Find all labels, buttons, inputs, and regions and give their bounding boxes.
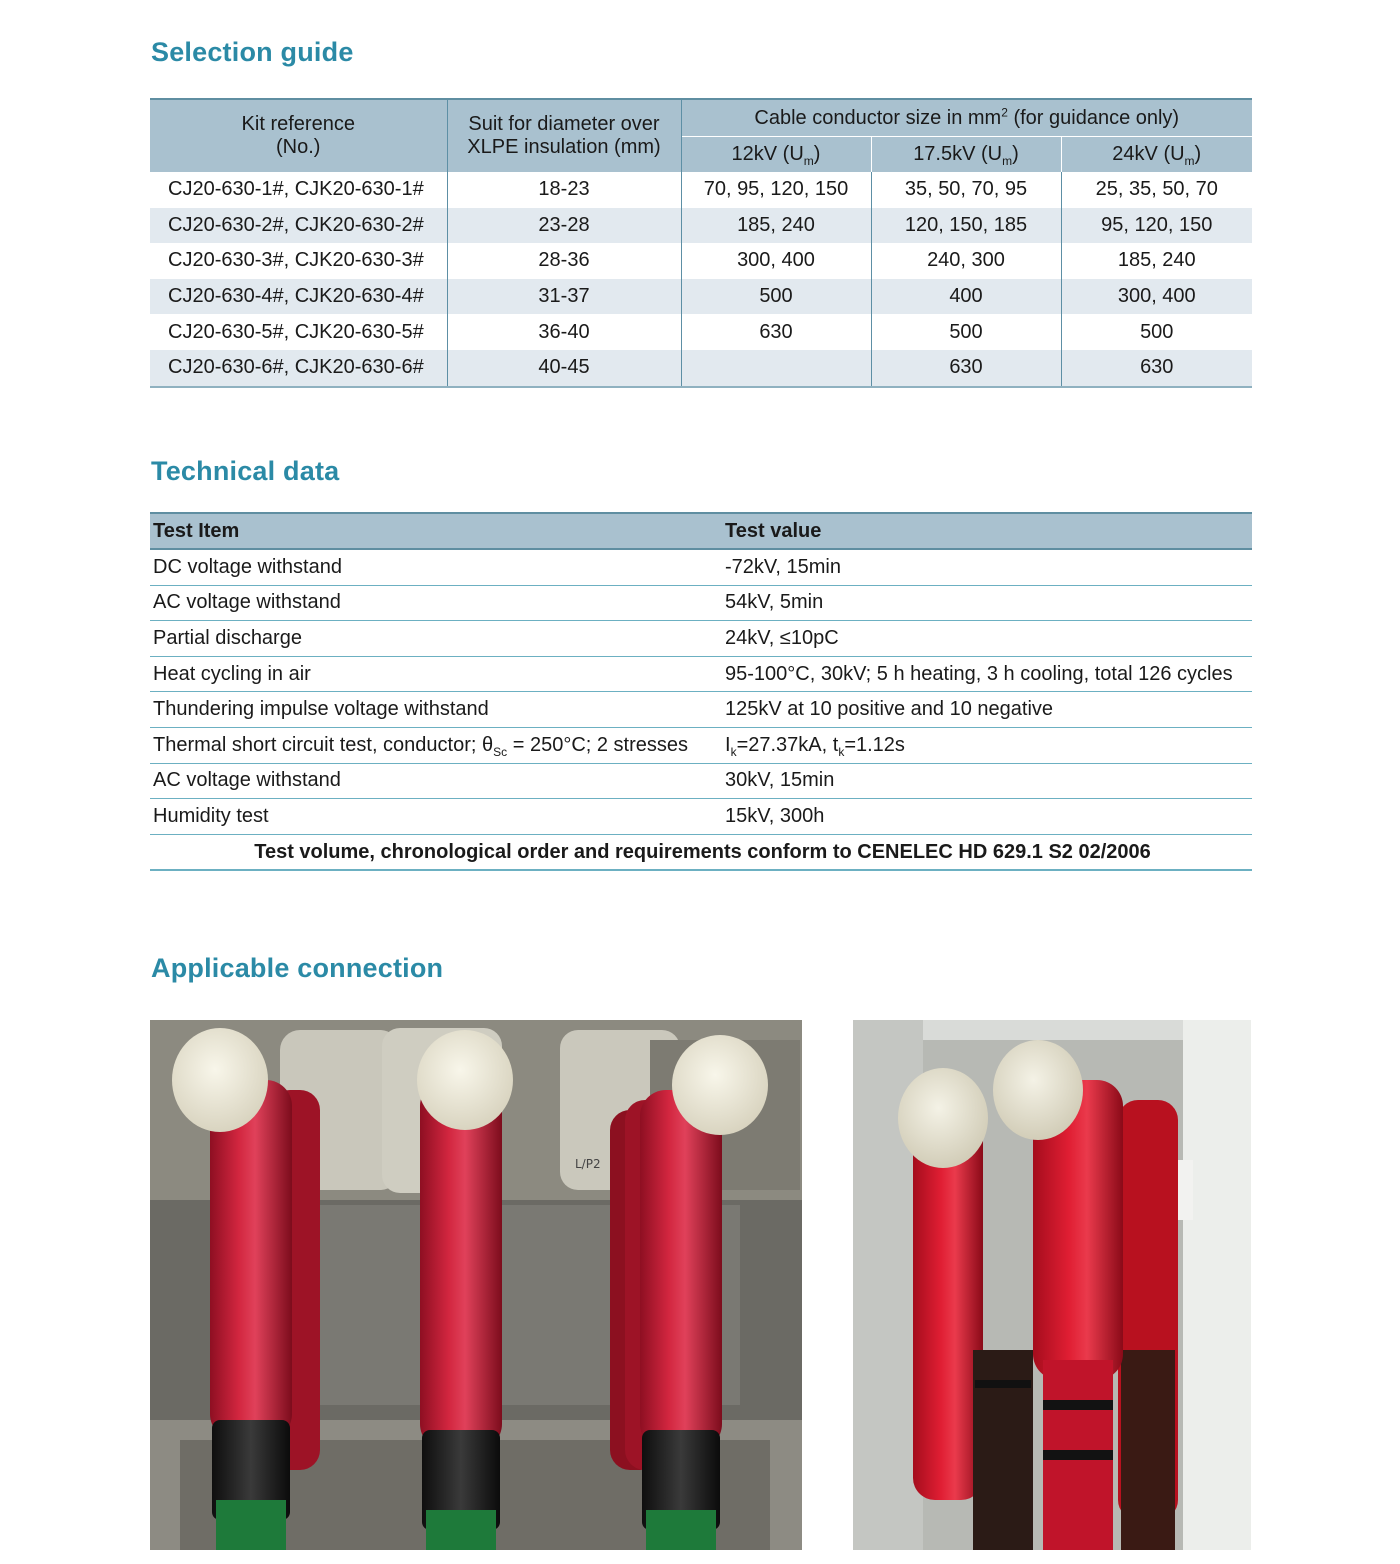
size-24kv-cell: 185, 240 bbox=[1117, 249, 1196, 272]
technical-data-title: Technical data bbox=[151, 456, 340, 486]
standard-note: Test volume, chronological order and requirements conform to CENELEC HD 629.1 S2 02/2006 bbox=[150, 834, 1252, 870]
size-24kv-cell: 630 bbox=[1061, 350, 1252, 387]
diameter-cell: 28-36 bbox=[447, 243, 681, 279]
size-12kv-cell: 70, 95, 120, 150 bbox=[681, 172, 871, 208]
connection-photo-left bbox=[150, 1020, 802, 1550]
size-24kv-cell: 95, 120, 150 bbox=[1061, 208, 1252, 244]
size-24kv-cell: 500 bbox=[1140, 320, 1174, 343]
header-conductor-size: Cable conductor size in $mm^2$ (for guidance only) bbox=[681, 99, 1252, 137]
table-row bbox=[150, 799, 1252, 835]
test-value-cell: $I_k=27.37kA$, $t_k=1.12s$ bbox=[722, 727, 1252, 763]
size-12kv-cell: 185, 240 bbox=[681, 208, 871, 244]
header-test-value: Test value bbox=[722, 513, 1252, 549]
size-17-5kv-cell: 500 bbox=[871, 314, 1061, 350]
diameter-cell: 40-45 bbox=[447, 350, 681, 387]
table-row bbox=[150, 692, 1252, 728]
diameter-cell: 23-28 bbox=[447, 208, 681, 244]
selection-guide-title: Selection guide bbox=[151, 37, 354, 67]
table-row bbox=[150, 621, 1252, 657]
test-value-cell: 24kV, ≤10pC bbox=[722, 621, 1252, 657]
size-24kv-cell: 300, 400 bbox=[1061, 279, 1252, 315]
size-12kv-cell bbox=[681, 350, 871, 387]
test-item-cell: DC voltage withstand bbox=[150, 549, 722, 585]
size-17-5kv-cell: 240, 300 bbox=[871, 243, 1061, 279]
test-item-cell: AC voltage withstand bbox=[150, 585, 722, 621]
kit-reference-cell: CJ20-630-6#, CJK20-630-6# bbox=[150, 350, 447, 387]
table-row bbox=[150, 314, 1252, 350]
table-note-row bbox=[150, 834, 1252, 870]
test-value-cell: 30kV, 15min bbox=[722, 763, 1252, 799]
selection-guide-table bbox=[150, 98, 1252, 388]
header-24kv: 24kV $(U_m)$ bbox=[1061, 137, 1252, 173]
header-diameter: Suit for diameter over XLPE insulation (mm) bbox=[447, 99, 681, 172]
table-row bbox=[150, 549, 1252, 585]
kit-reference-cell: CJ20-630-3#, CJK20-630-3# bbox=[150, 243, 447, 279]
kit-reference-cell: CJ20-630-2#, CJK20-630-2# bbox=[150, 208, 447, 244]
test-item-cell: Humidity test bbox=[150, 799, 722, 835]
table-row bbox=[150, 763, 1252, 799]
test-item-cell: Thundering impulse voltage withstand bbox=[150, 692, 722, 728]
size-12kv-cell: 500 bbox=[681, 279, 871, 315]
kit-reference-cell: CJ20-630-5#, CJK20-630-5# bbox=[150, 314, 447, 350]
table-row bbox=[150, 585, 1252, 621]
table-row bbox=[150, 350, 1252, 387]
test-item-cell: Partial discharge bbox=[150, 621, 722, 657]
table-row bbox=[150, 243, 1252, 279]
test-item-cell: Heat cycling in air bbox=[150, 656, 722, 692]
test-item-cell: Thermal short circuit test, conductor; $\theta_{Sc} = 250^\circ C$; 2 stresses bbox=[150, 727, 722, 763]
test-value-cell: 125kV at 10 positive and 10 negative bbox=[722, 692, 1252, 728]
test-value-cell: 54kV, 5min bbox=[722, 585, 1252, 621]
test-item-cell: AC voltage withstand bbox=[150, 763, 722, 799]
size-17-5kv-cell: 35, 50, 70, 95 bbox=[871, 172, 1061, 208]
table-row bbox=[150, 727, 1252, 763]
diameter-cell: 36-40 bbox=[447, 314, 681, 350]
size-12kv-cell: 300, 400 bbox=[681, 243, 871, 279]
table-row bbox=[150, 279, 1252, 315]
header-17-5kv: 17.5kV $(U_m)$ bbox=[871, 137, 1061, 173]
test-value-cell: 95-100°C, 30kV; 5 h heating, 3 h cooling, total 126 cycles bbox=[722, 656, 1252, 692]
table-row bbox=[150, 656, 1252, 692]
technical-data-table bbox=[150, 512, 1252, 871]
size-17-5kv-cell: 630 bbox=[871, 350, 1061, 387]
connection-photo-right bbox=[853, 1020, 1251, 1550]
table-row bbox=[150, 208, 1252, 244]
applicable-connection-title: Applicable connection bbox=[151, 953, 444, 983]
table-row bbox=[150, 172, 1252, 208]
test-value-cell: -72kV, 15min bbox=[722, 549, 1252, 585]
diameter-cell: 18-23 bbox=[447, 172, 681, 208]
diameter-cell: 31-37 bbox=[447, 279, 681, 315]
kit-reference-cell: CJ20-630-4#, CJK20-630-4# bbox=[150, 279, 447, 315]
size-17-5kv-cell: 400 bbox=[871, 279, 1061, 315]
kit-reference-cell: CJ20-630-1#, CJK20-630-1# bbox=[150, 172, 447, 208]
header-kit-reference: Kit reference (No.) bbox=[150, 99, 447, 172]
header-test-item: Test Item bbox=[150, 513, 722, 549]
size-24kv-cell: 25, 35, 50, 70 bbox=[1095, 178, 1218, 201]
photo-label-lp2: L/P2 bbox=[575, 1157, 601, 1171]
test-value-cell: 15kV, 300h bbox=[722, 799, 1252, 835]
header-12kv: 12kV $(U_m)$ bbox=[681, 137, 871, 173]
size-12kv-cell: 630 bbox=[681, 314, 871, 350]
size-17-5kv-cell: 120, 150, 185 bbox=[871, 208, 1061, 244]
